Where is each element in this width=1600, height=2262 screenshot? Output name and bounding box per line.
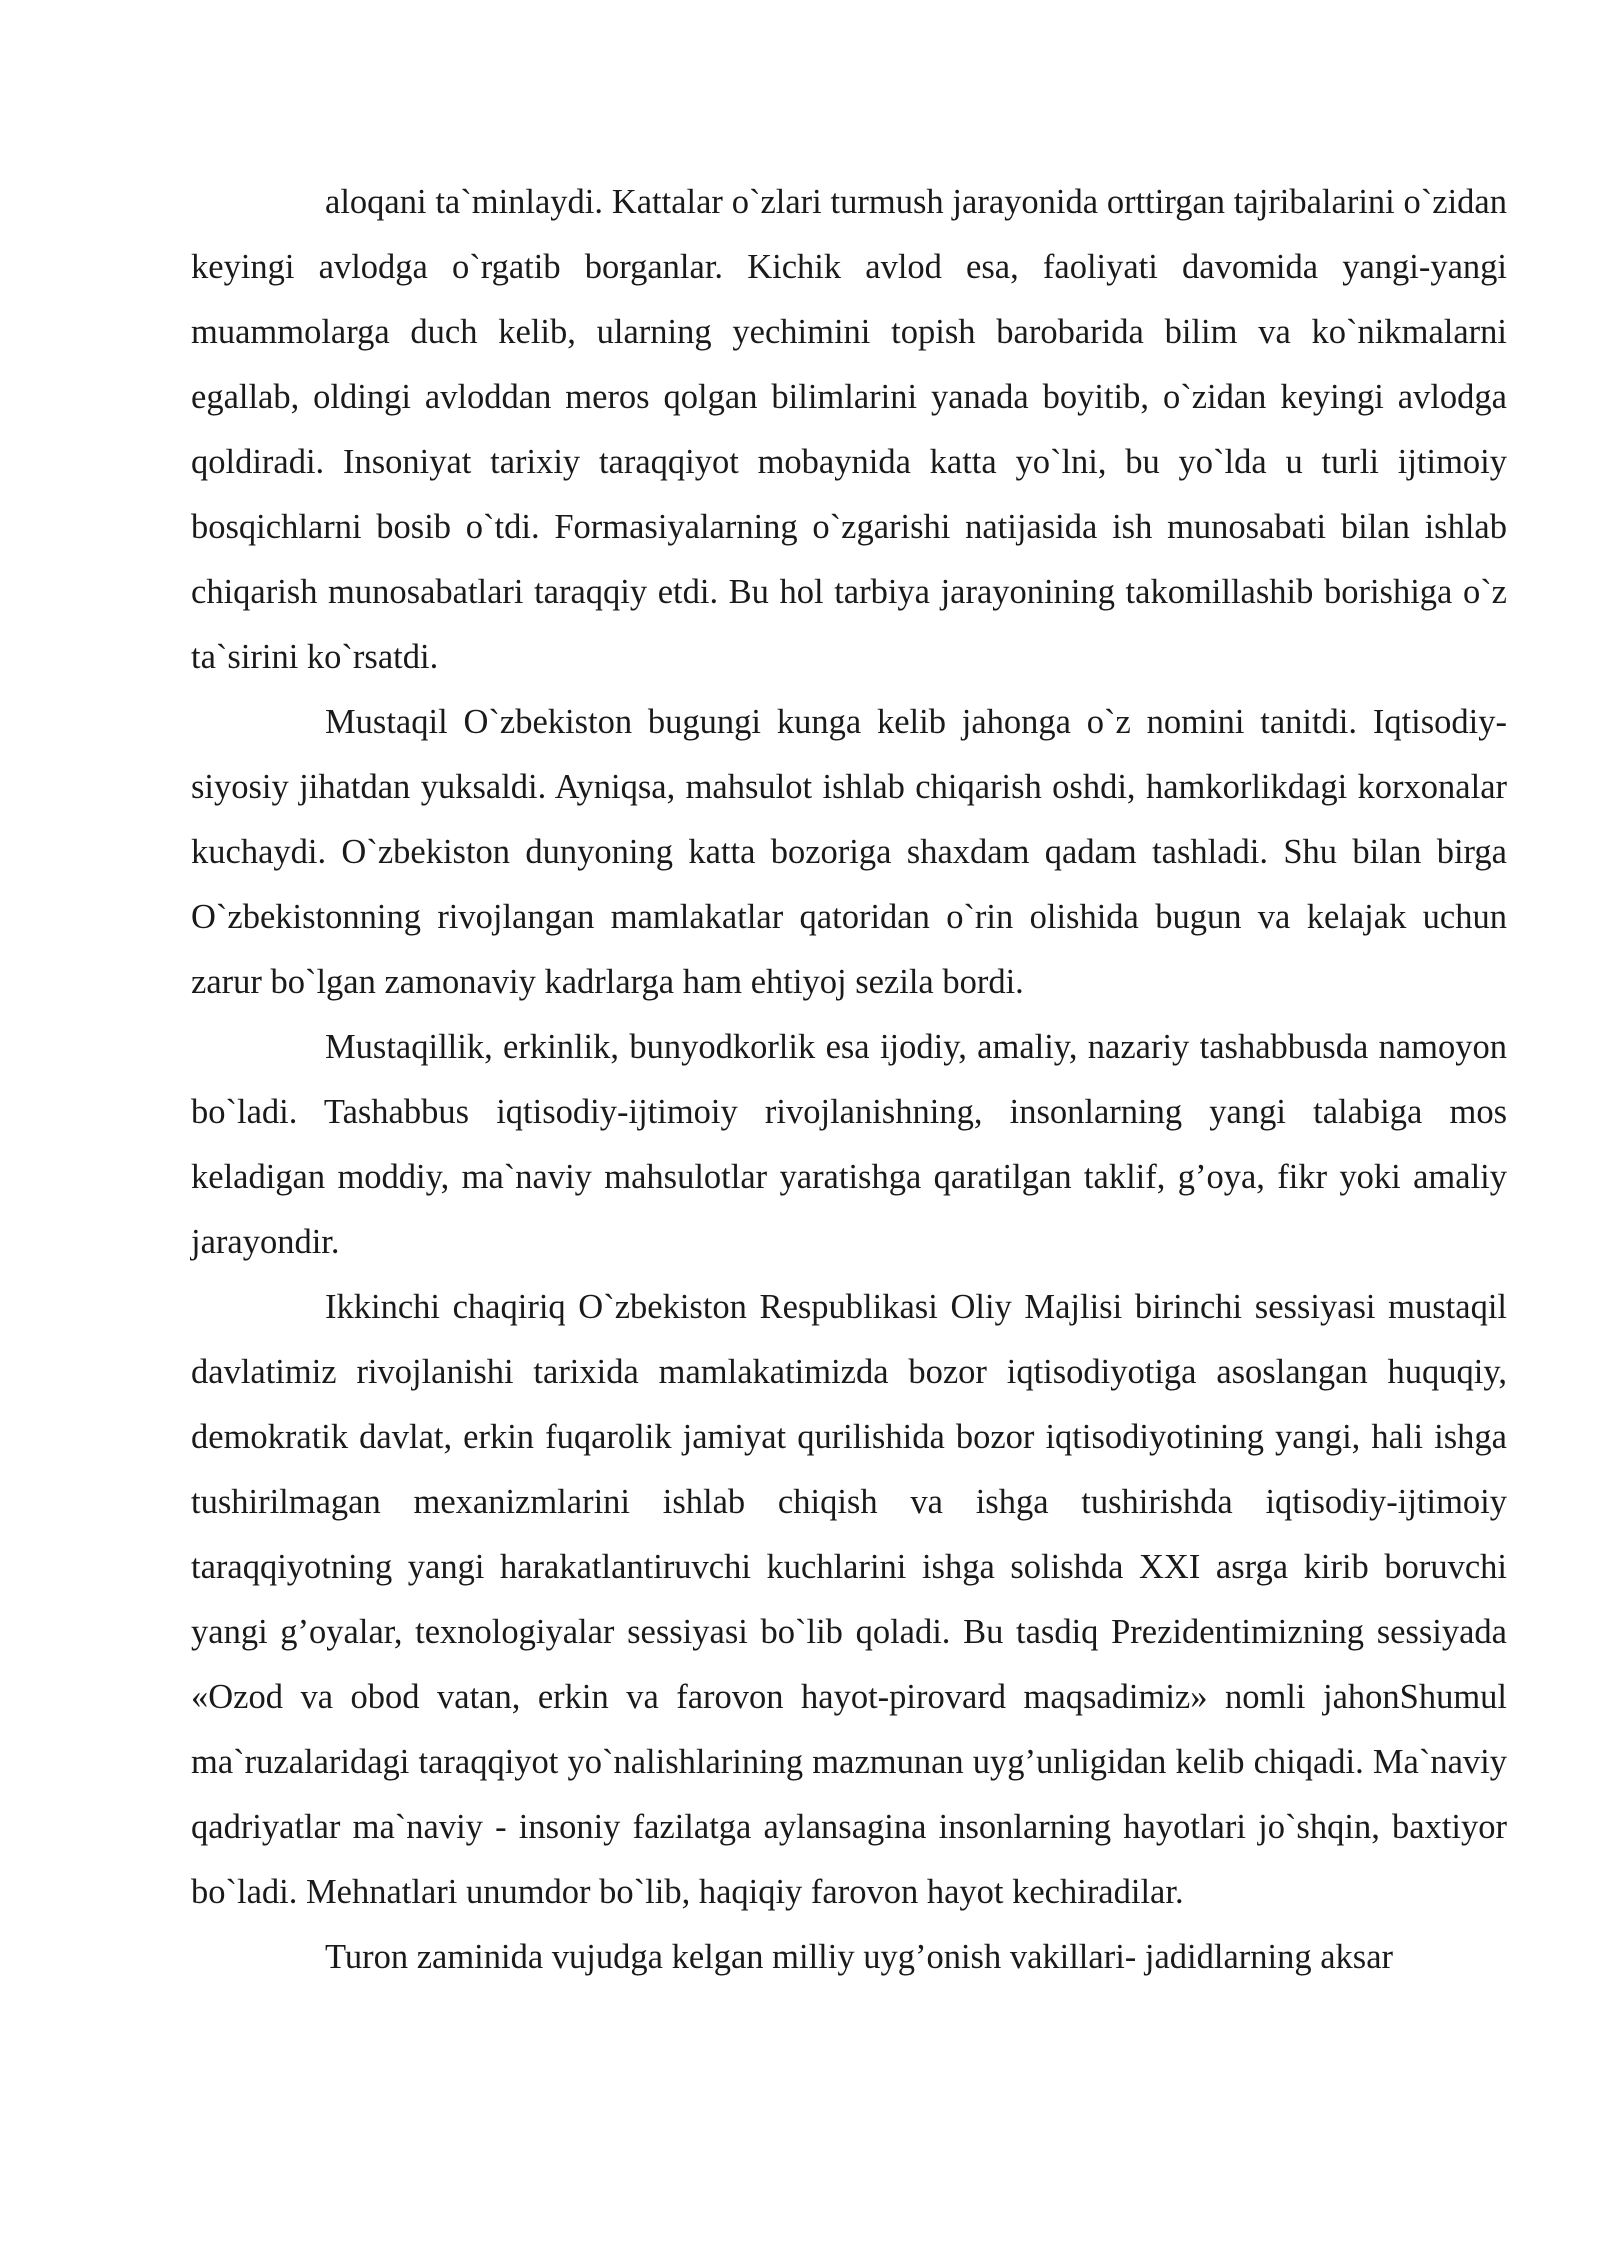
paragraph: Mustaqil O`zbekiston bugungi kunga kelib jahonga o`z nomini tanitdi. Iqtisodiy-siyosiy jihatdan yuksaldi. Ayniqsa, mahsulot ishlab chiqarish oshdi, hamkorlikdagi korxonalar kuchaydi. O`zbekiston dunyoning katta bozoriga shaxdam qadam tashladi. Shu bilan birga O`zbekistonning rivojlangan mamlakatlar qatoridan o`rin olishida bugun va kelajak uchun zarur bo`lgan zamonaviy kadrlarga ham ehtiyoj sezila bordi. [191,703,1507,1001]
paragraph: aloqani ta`minlaydi. Kattalar o`zlari turmush jarayonida orttirgan tajribalarini o`zidan keyingi avlodga o`rgatib borganlar. Kichik avlod esa, faoliyati davomida yangi-yangi muammolarga duch kelib, ularning yechimini topish barobarida bilim va ko`nikmalarni egallab, oldingi avloddan meros qolgan bilimlarini yanada boyitib, o`zidan keyingi avlodga qoldiradi. Insoniyat tarixiy taraqqiyot mobaynida katta yo`lni, bu yo`lda u turli ijtimoiy bosqichlarni bosib o`tdi. Formasiyalarning o`zgarishi natijasida ish munosabati bilan ishlab chiqarish munosabatlari taraqqiy etdi. Bu hol tarbiya jarayonining takomillashib borishiga o`z ta`sirini ko`rsatdi. [191,183,1507,676]
paragraph: Ikkinchi chaqiriq O`zbekiston Respublikasi Oliy Majlisi birinchi sessiyasi mustaqil davlatimiz rivojlanishi tarixida mamlakatimizda bozor iqtisodiyotiga asoslangan huquqiy, demokratik davlat, erkin fuqarolik jamiyat qurilishida bozor iqtisodiyotining yangi, hali ishga tushirilmagan mexanizmlarini ishlab chiqish va ishga tushirishda iqtisodiy-ijtimoiy taraqqiyotning yangi harakatlantiruvchi kuchlarini ishga solishda XXI asrga kirib boruvchi yangi g’oyalar, texnologiyalar sessiyasi bo`lib qoladi. Bu tasdiq Prezidentimizning sessiyada «Ozod va obod vatan, erkin va farovon hayot-pirovard maqsadimiz» nomli jahonShumul ma`ruzalaridagi taraqqiyot yo`nalishlarining mazmunan uyg’unligidan kelib chiqadi. Ma`naviy qadriyatlar ma`naviy - insoniy fazilatga aylansagina insonlarning hayotlari jo`shqin, baxtiyor bo`ladi. Mehnatlari unumdor bo`lib, haqiqiy farovon hayot kechiradilar. [191,1288,1507,1911]
document-body [191,170,1507,1990]
paragraph: Turon zaminida vujudga kelgan milliy uyg’onish vakillari- jadidlarning aksar [325,1938,1394,1976]
paragraph: Mustaqillik, erkinlik, bunyodkorlik esa ijodiy, amaliy, nazariy tashabbusda namoyon bo`ladi. Tashabbus iqtisodiy-ijtimoiy rivojlanishning, insonlarning yangi talabiga mos keladigan moddiy, ma`naviy mahsulotlar yaratishga qaratilgan taklif, g’oya, fikr yoki amaliy jarayondir. [191,1028,1507,1261]
